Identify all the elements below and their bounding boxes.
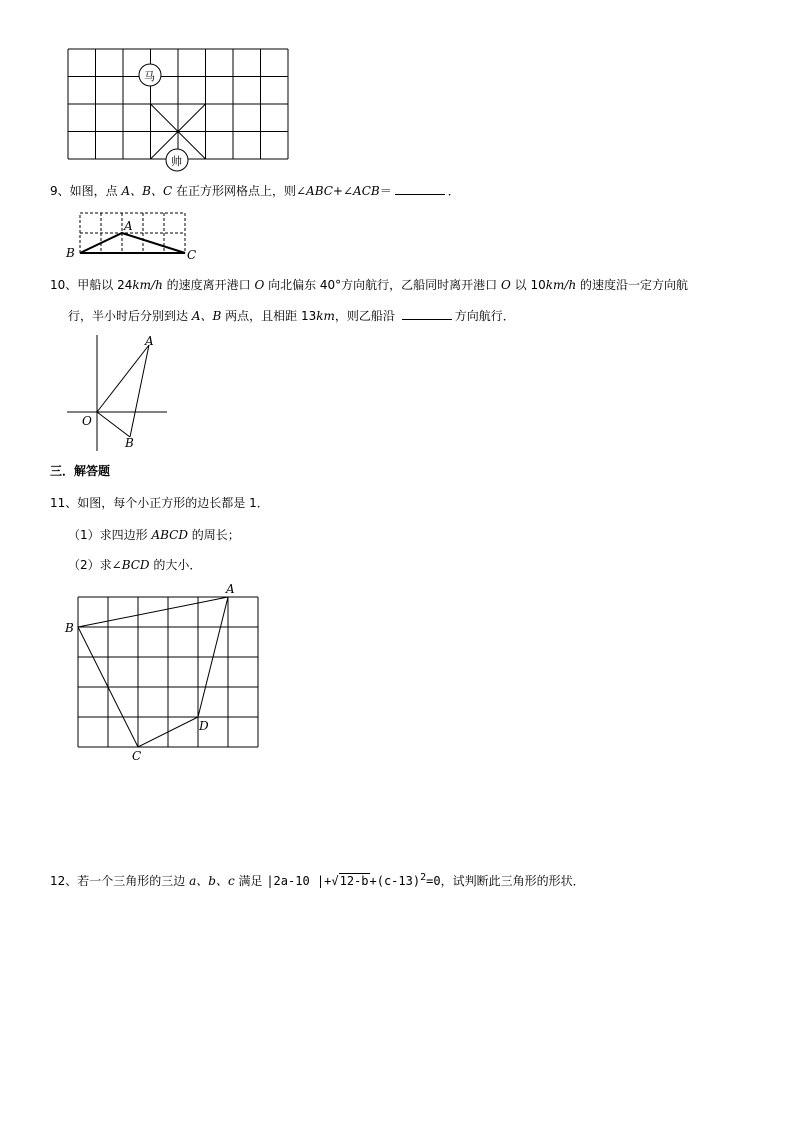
general-label: 帅 [171,155,182,168]
q12-sqrt-term: 12-b [339,874,369,888]
q10-text-1e: 的速度沿一定方向航 [576,278,688,292]
section-3-title: 三．解答题 [50,464,111,478]
question-12 [50,872,585,889]
q11-text: 如图，每个小正方形的边长都是 1． [77,496,269,510]
q10-number: 10、 [50,278,78,292]
q12-exponent: 2 [420,872,427,883]
q10-point-o-2: O [501,278,511,292]
q11-sub2-angle: ∠BCD [111,558,150,572]
q12-text-a: 若一个三角形的三边 [77,874,190,888]
question-10-line-2 [68,307,515,324]
q9-angle-expression: ∠ABC+∠ACB [295,184,380,198]
q9-label-b: B [66,246,75,260]
q11-label-a: A [226,582,235,596]
q9-text-a: 如图，点 [69,184,122,198]
q10-unit-3: km [316,309,335,323]
q10-label-o: O [82,414,92,428]
q11-sub1-text-a: （1）求四边形 [68,528,152,542]
q10-text-2a: 行，半小时后分别到达 [68,309,192,323]
q12-abs-term: |2a-10 | [266,874,325,888]
q10-text-2d: 方向航行． [454,309,515,323]
q12-text-b: 满足 [234,874,263,888]
q9-figure [64,208,214,263]
q11-sub-1 [68,526,240,543]
q9-answer-blank[interactable] [395,183,445,195]
q9-equals: ＝ [379,184,392,198]
q11-label-d: D [199,719,209,733]
q11-number: 11、 [50,496,78,510]
q11-label-c: C [132,749,142,763]
q12-text-c: ，试判断此三角形的形状． [440,874,585,888]
q10-point-o-1: O [254,278,265,292]
q9-text-b: 在正方形网格点上，则 [172,184,296,198]
q9-triangle [80,233,185,253]
horse-label: 马 [144,70,155,83]
q12-equals-zero: =0 [426,874,441,888]
q11-sub2-text-a: （2）求 [68,558,112,572]
q10-text-2c: ，则乙船沿 [334,309,399,323]
q9-points: A、B、C [121,184,173,198]
q10-points: A、B [191,309,222,323]
q11-sub2-text-b: 的大小． [149,558,202,572]
q11-sub-2 [68,556,201,573]
q9-label-c: C [187,248,197,262]
q10-answer-blank[interactable] [402,308,452,320]
q12-number: 12、 [50,874,78,888]
q10-label-b: B [125,436,134,450]
q10-figure [62,333,172,453]
q11-sub1-shape: ABCD [151,528,188,542]
q11-grid-figure [62,582,272,762]
q10-text-1a: 甲船以 24 [77,278,133,292]
q12-square-term: (c-13) [376,874,421,888]
q10-unit-2: km/h [545,278,577,292]
q10-label-a: A [145,334,154,348]
question-11 [50,494,269,511]
q9-label-a: A [124,219,133,233]
q10-text-2b: 两点，且相距 13 [221,309,317,323]
question-9 [50,182,460,199]
chess-board-figure [62,45,292,170]
q9-number: 9、 [50,184,70,198]
q12-plus-2: + [369,874,377,888]
q10-text-1d: 以 10 [510,278,546,292]
q10-text-1b: 的速度离开港口 [162,278,255,292]
q9-end: ． [447,184,460,198]
q12-plus-1: + [324,874,332,888]
q12-variables: a、b、c [189,874,235,888]
q11-label-b: B [65,621,74,635]
q10-text-1c: 向北偏东 40°方向航行，乙船同时离开港口 [264,278,501,292]
q12-equation: |2a-10 $|+√12-b+(c-13)^2=0$ [266,872,441,888]
question-10-line-1 [50,276,688,293]
q10-unit-1: km/h [132,278,163,292]
q11-sub1-text-b: 的周长； [187,528,240,542]
